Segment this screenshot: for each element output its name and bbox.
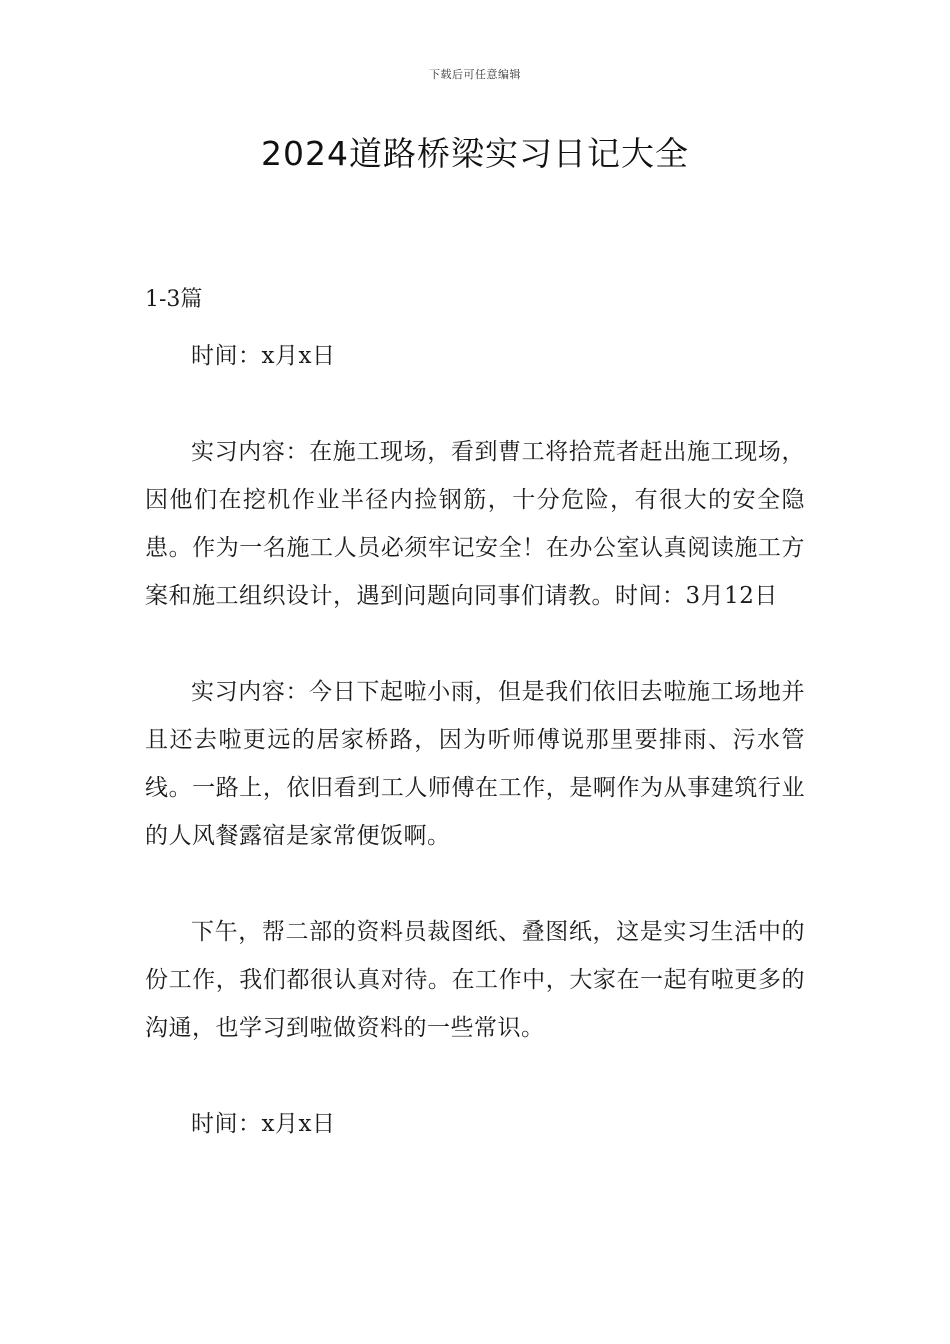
paragraph-entry-2: 实习内容：今日下起啦小雨，但是我们依旧去啦施工场地并且还去啦更远的居家桥路，因为听师傅说那里要排雨、污水管线。一路上，依旧看到工人师傅在工作，是啊作为从事建筑行业的人风餐露宿是家常便饭啊。 bbox=[145, 679, 805, 849]
paragraph-entry-3: 下午，帮二部的资料员裁图纸、叠图纸，这是实习生活中的份工作，我们都很认真对待。在工作中，大家在一起有啦更多的沟通，也学习到啦做资料的一些常识。 bbox=[145, 919, 805, 1041]
document-title: 2024道路桥梁实习日记大全 bbox=[261, 134, 689, 173]
document-body bbox=[145, 282, 805, 1148]
paragraph-date-1: 时间：x月x日 bbox=[191, 343, 336, 369]
section-label: 1-3篇 bbox=[145, 287, 203, 312]
header-note: 下载后可任意编辑 bbox=[429, 68, 521, 81]
paragraph-entry-1: 实习内容：在施工现场，看到曹工将拾荒者赶出施工现场，因他们在挖机作业半径内捡钢筋，十分危险，有很大的安全隐患。作为一名施工人员必须牢记安全！在办公室认真阅读施工方案和施工组织设计，遇到问题向同事们请教。时间：3月12日 bbox=[145, 439, 805, 609]
paragraph-date-2: 时间：x月x日 bbox=[191, 1111, 336, 1137]
